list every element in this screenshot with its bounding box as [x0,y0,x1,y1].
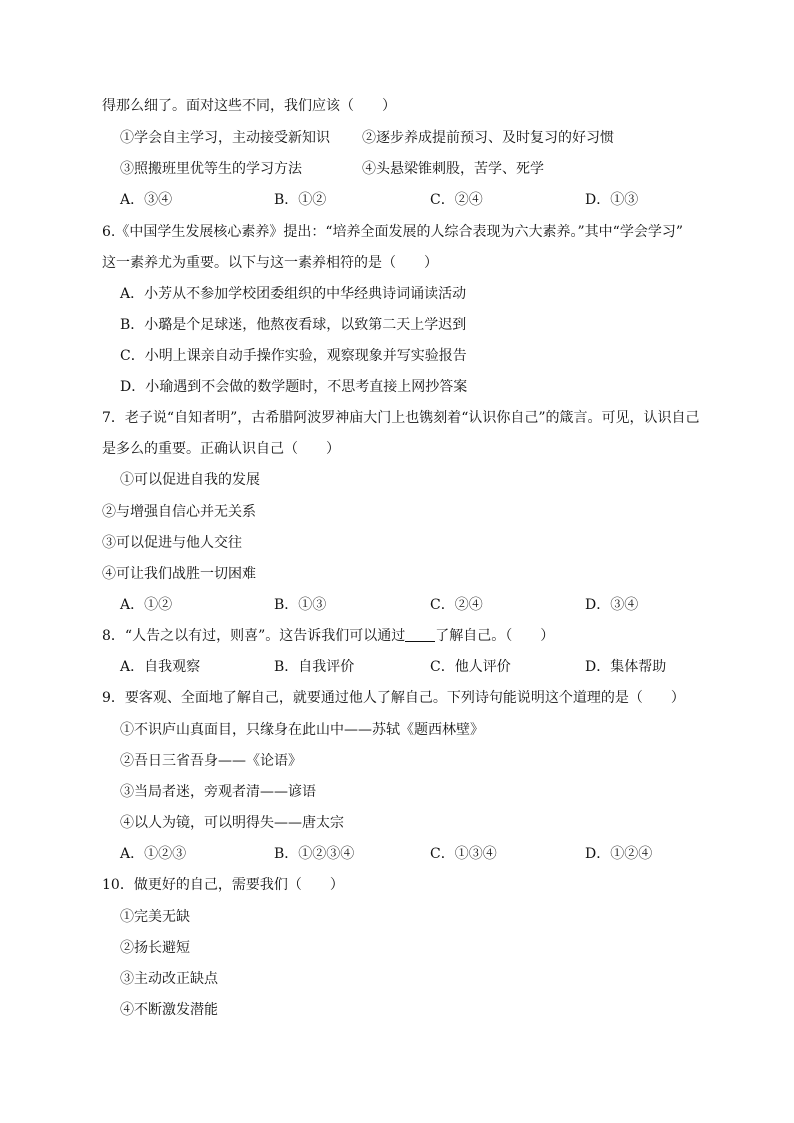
q8-stem [102,626,554,646]
q8-option-c[interactable]: C．他人评价 [430,659,511,675]
q7-option-d[interactable]: D．③④ [585,597,639,613]
q8-stem-before: 8．“人告之以有过，则喜”。这告诉我们可以通过 [102,628,406,644]
q10-item-4: ④不断激发潜能 [120,1002,218,1018]
q6-stem-line-2: 这一素养尤为重要。以下与这一素养相符的是（ ） [102,255,438,271]
q7-item-4: ④可让我们战胜一切困难 [102,566,256,582]
q5-item-4: ④头悬梁锥刺股，苦学、死学 [362,161,544,177]
q6-option-a[interactable]: A．小芳从不参加学校团委组织的中华经典诗词诵读活动 [120,286,467,302]
q9-item-2: ②吾日三省吾身——《论语》 [120,753,302,769]
q9-option-d[interactable]: D．①②④ [585,846,653,862]
q7-option-b[interactable]: B．①③ [274,597,327,613]
q5-item-1: ①学会自主学习，主动接受新知识 [120,130,330,146]
q8-option-a[interactable]: A．自我观察 [120,659,201,675]
q5-item-2: ②逐步养成提前预习、及时复习的好习惯 [362,130,614,146]
q5-option-c[interactable]: C．②④ [430,192,483,208]
q7-item-3: ③可以促进与他人交往 [102,535,242,551]
q9-option-c[interactable]: C．①③④ [430,846,497,862]
q7-option-c[interactable]: C．②④ [430,597,483,613]
q8-answer-blank[interactable] [405,627,435,642]
q9-stem: 9．要客观、全面地了解自己，就要通过他人了解自己。下列诗句能说明这个道理的是（ ） [102,690,685,706]
q9-item-1: ①不识庐山真面目，只缘身在此山中——苏轼《题西林壁》 [120,722,484,738]
q5-option-d[interactable]: D．①③ [585,192,639,208]
q10-stem: 10．做更好的自己，需要我们（ ） [102,877,344,893]
q7-stem-line-2: 是多么的重要。正确认识自己（ ） [102,441,340,457]
q8-option-d[interactable]: D．集体帮助 [585,659,667,675]
q5-item-3: ③照搬班里优等生的学习方法 [120,161,302,177]
q9-item-4: ④以人为镜，可以明得失——唐太宗 [120,815,344,831]
q7-stem-line-1: 7．老子说“自知者明”，古希腊阿波罗神庙大门上也镌刻着“认识你自己”的箴言。可见，认识自己 [102,410,700,426]
q8-stem-after: 了解自己。（ ） [435,628,555,644]
q10-item-2: ②扬长避短 [120,940,190,956]
q6-option-d[interactable]: D．小瑜遇到不会做的数学题时，不思考直接上网抄答案 [120,379,468,395]
q9-option-a[interactable]: A．①②③ [120,846,187,862]
q9-option-b[interactable]: B．①②③④ [274,846,355,862]
q6-option-c[interactable]: C．小明上课亲自动手操作实验，观察现象并写实验报告 [120,348,467,364]
q6-option-b[interactable]: B．小璐是个足球迷，他熬夜看球，以致第二天上学迟到 [120,317,467,333]
q5-option-a[interactable]: A．③④ [120,192,173,208]
q5-option-b[interactable]: B．①② [274,192,327,208]
q7-option-a[interactable]: A．①② [120,597,173,613]
q6-stem-line-1: 6.《中国学生发展核心素养》提出：“培养全面发展的人综合表现为六大素养。”其中“学会学习” [102,224,683,240]
q5-stem-tail: 得那么细了。面对这些不同，我们应该（ ） [102,98,396,114]
q9-item-3: ③当局者迷，旁观者清——谚语 [120,784,316,800]
q10-item-1: ①完美无缺 [120,909,190,925]
q7-item-2: ②与增强自信心并无关系 [102,504,256,520]
q7-item-1: ①可以促进自我的发展 [120,472,260,488]
q8-option-b[interactable]: B．自我评价 [274,659,355,675]
q10-item-3: ③主动改正缺点 [120,971,218,987]
